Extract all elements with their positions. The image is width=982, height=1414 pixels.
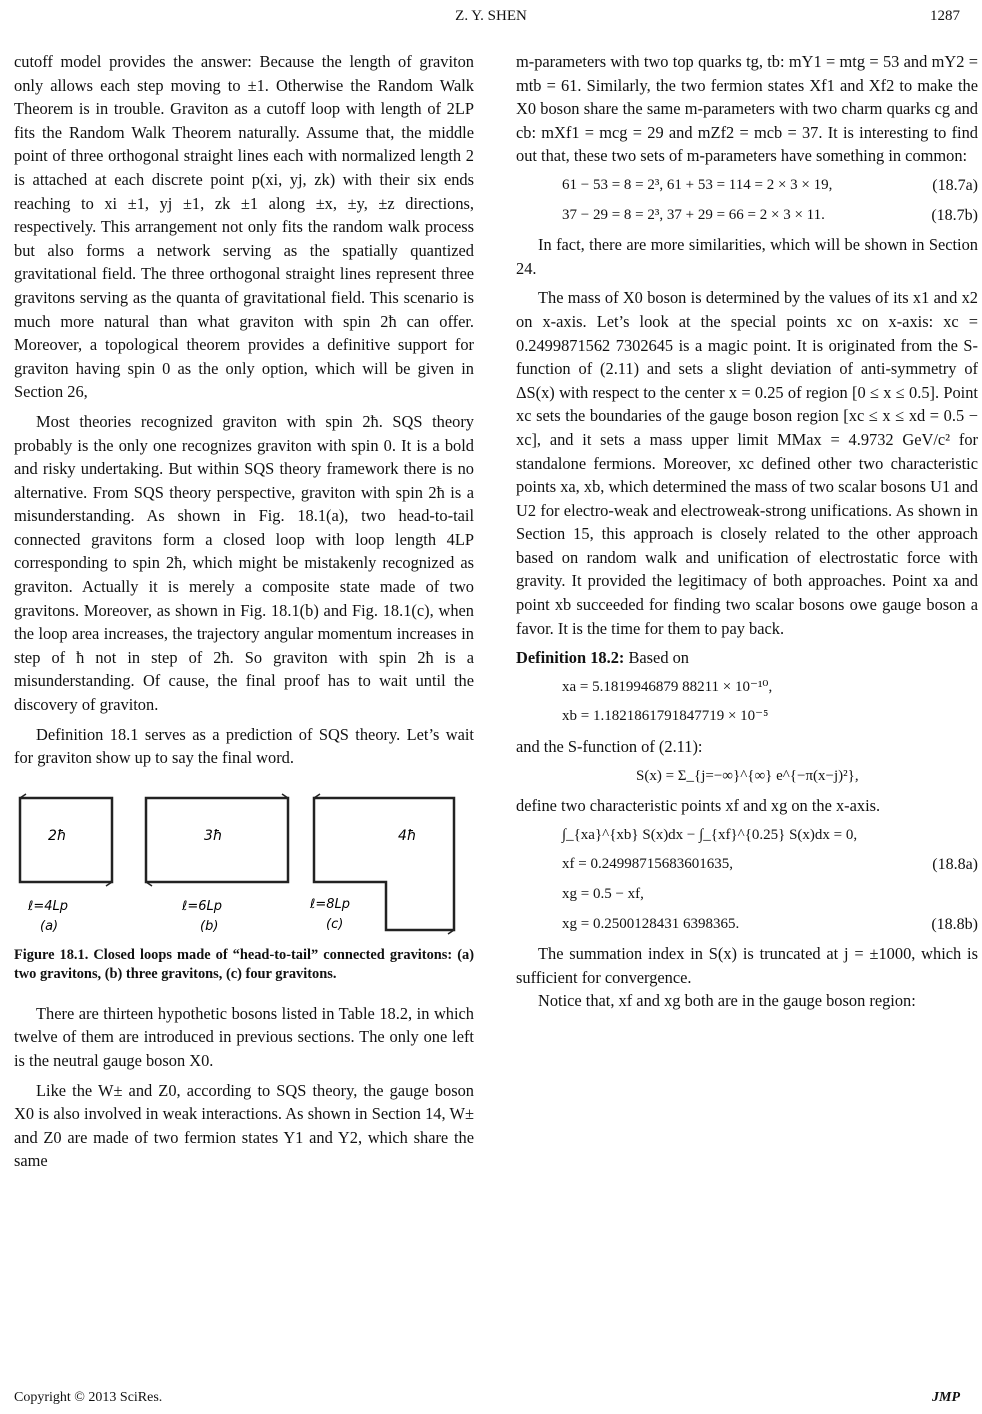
paragraph: The mass of X0 boson is determined by the values of its x1 and x2 on x-axis. Let’s look at the special points xc on x-axis: xc = 0.2499871562 7302645 is a magic point. It is originated from the S-function of (2.11) and sets a slight deviation of anti-symmetry of ΔS(x) with respect to the center x = 0.25 of region [0 ≤ x ≤ 0.5]. Point xc sets the boundaries of the gauge boson region [xc ≤ x ≤ xd = 0.5 − xc], and it sets a mass upper limit MMax = 4.9732 GeV/c² for standalone fermions. Moreover, xc defined other two characteristic points xa, xb, which determined the mass of two scalar bosons U1 and U2 for electro-weak and electroweak-strong unifications. As shown in Section 15, this approach is closely related to the other approach based on random walk and unification of electrostatic force with gravity. It provided the legitimacy of both approaches. Point xa and point xb succeeded for finding two scalar bosons owe gauge boson a favor. It is the time for them to pay back. [516,288,978,638]
page-footer [14,1390,960,1406]
spin-label-b: 3ħ [204,827,223,844]
right-column [516,50,978,1013]
equation-18-8a [516,853,978,877]
equation-number: (18.7a) [932,176,978,194]
page-number: 1287 [930,8,960,24]
equation-18-7b [516,204,978,228]
length-label-a: ℓ=4Lp [28,898,69,914]
figure-caption: Figure 18.1. Closed loops made of “head-to-tail” connected gravitons: (a) two gravitons, (b) three gravitons, (c) four gravitons. [14,946,474,982]
paragraph: cutoff model provides the answer: Because the length of graviton only allows each step moving to ±1. Otherwise the Random Walk Theorem is in trouble. Graviton as a cutoff loop with length of 2LP fits the Random Walk Theorem naturally. Assume that, the middle point of three orthogonal straight lines each with normalized length 2 is attached at each discrete point p(xi, yj, zk) with their six ends reaching to xi ±1, yj ±1, zk ±1 along ±x, ±y, ±z directions, respectively. This arrangement not only fits the random walk process but also forms a network serving as the spatially quantized gravitational field. The three orthogonal straight lines represent three gravitons serving as the quanta of gravitational field. This scenario is much more natural than what graviton with spin 2ħ can offer. Moreover, a topological theorem provides a definitive support for graviton having spin 0 as the only option, which will be given in Section 26, [14,52,474,402]
equation-number: (18.8a) [932,856,978,874]
equation-xa: xa = 5.1819946879 88211 × 10⁻¹⁰, [562,678,773,695]
spin-label-c: 4ħ [398,827,417,844]
running-head: Z. Y. SHEN [455,8,527,24]
paragraph: Most theories recognized graviton with spin 2ħ. SQS theory probably is the only one recognizes graviton with spin 0. It is a bold and risky undertaking. But within SQS theory framework there is no alternative. From SQS theory perspective, graviton with spin 2ħ is a misunderstanding. As shown in Fig. 18.1(a), two head-to-tail connected gravitons form a closed loop with loop length 4LP corresponding to spin 2ħ, which might be mistakenly recognized as graviton. Actually it is merely a composite state made of two gravitons. Moreover, as shown in Fig. 18.1(b) and Fig. 18.1(c), when the loop area increases, the trajectory angular momentum increases in step of ħ not in step of 2ħ. So graviton with spin 2ħ is a misunderstanding. Of cause, the final proof has to wait until the discovery of graviton. [14,411,474,715]
equation-number: (18.7b) [931,206,978,224]
paragraph: and the S-function of (2.11): [516,737,703,757]
figure-18-1 [14,790,474,940]
length-label-b: ℓ=6Lp [182,898,223,914]
length-label-c: ℓ=8Lp [310,896,351,912]
equation-body: xf = 0.24998715683601635, [562,856,733,873]
copyright: Copyright © 2013 SciRes. [14,1390,163,1405]
paragraph: m-parameters with two top quarks tg, tb: mY1 = mtg = 53 and mY2 = mtb = 61. Similarly, the two fermion states Xf1 and Xf2 to make the X0 boson share the same m-parameters with two charm quarks cg and cb: mXf1 = mcg = 29 and mZf2 = mcb = 37. It is interesting to find out that, these two sets of m-parameters have something in common: [516,52,978,166]
paragraph: The summation index in S(x) is truncated at j = ±1000, which is sufficient for convergence. [516,944,978,987]
left-column [14,50,474,1173]
paragraph: Definition 18.1 serves as a prediction of SQS theory. Let’s wait for graviton show up to say the final word. [14,724,474,768]
definition-title: Definition 18.2: [516,648,625,668]
paragraph: In fact, there are more similarities, which will be shown in Section 24. [516,235,978,278]
equation-18-8b [516,913,978,937]
equation-18-7a [516,174,978,198]
equation-number: (18.8b) [931,915,978,933]
equation-xg-def: xg = 0.5 − xf, [562,886,644,902]
panel-tag-b: (b) [200,918,219,934]
paragraph: define two characteristic points xf and xg on the x-axis. [516,796,881,816]
paragraph: Notice that, xf and xg both are in the gauge boson region: [538,991,916,1011]
paragraph: There are thirteen hypothetic bosons listed in Table 18.2, in which twelve of them are introduced in previous sections. The only one left is the neutral gauge boson X0. [14,1003,474,1070]
equation-body: xg = 0.2500128431 6398365. [562,915,740,932]
equation-s-function: S(x) = Σ_{j=−∞}^{∞} e^{−π(x−j)²}, [636,767,859,784]
figure-drawing [14,790,474,940]
equation-integral: ∫_{xa}^{xb} S(x)dx − ∫_{xf}^{0.25} S(x)dx = 0, [562,826,858,843]
page-header [0,8,982,30]
equation-xb: xb = 1.1821861791847719 × 10⁻⁵ [562,708,769,725]
equation-body: 37 − 29 = 8 = 2³, 37 + 29 = 66 = 2 × 3 × 11. [562,206,825,223]
panel-tag-a: (a) [40,918,59,934]
equation-body: 61 − 53 = 8 = 2³, 61 + 53 = 114 = 2 × 3 × 19, [562,176,833,193]
definition-text: Based on [624,648,690,668]
paragraph: Like the W± and Z0, according to SQS theory, the gauge boson X0 is also involved in weak interactions. As shown in Section 14, W± and Z0 are made of two fermion states Y1 and Y2, which share the same [14,1080,474,1171]
panel-tag-c: (c) [326,916,344,932]
spin-label-a: 2ħ [48,827,67,844]
journal-abbrev: JMP [932,1390,960,1405]
definition-18-2 [516,646,978,670]
